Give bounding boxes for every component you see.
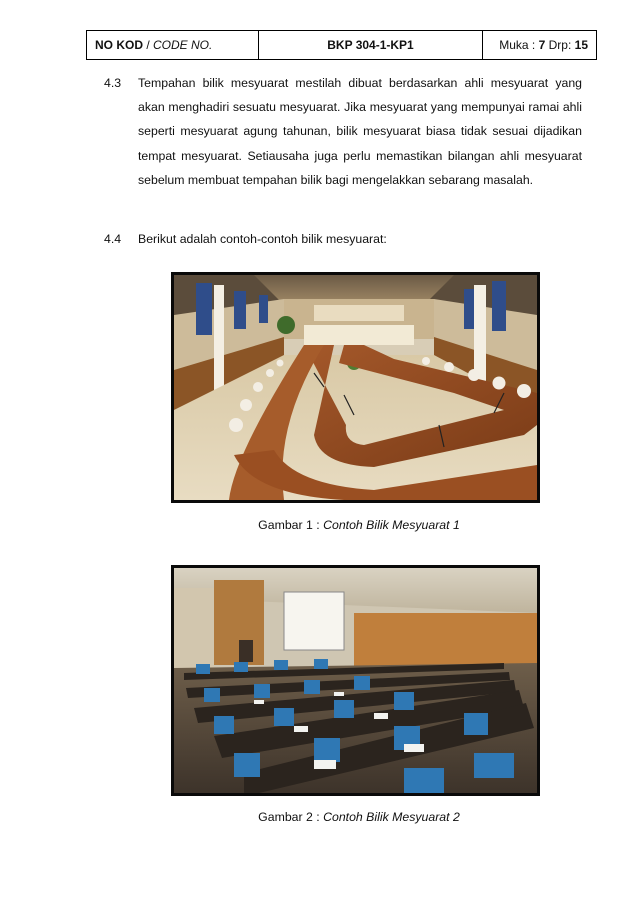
page-total: 15 (574, 38, 588, 52)
meeting-room-photo-2 (171, 565, 540, 796)
meeting-room-2-illustration (174, 568, 537, 793)
doc-code-cell (259, 31, 483, 59)
doc-code: BKP 304-1-KP1 (327, 38, 414, 52)
code-label-bold: NO KOD (95, 38, 143, 52)
code-label-sep: / (143, 38, 154, 52)
code-label-cell (87, 31, 259, 59)
page-label: Muka : (499, 38, 539, 52)
code-label-italic: CODE NO. (153, 38, 213, 52)
document-header-table (86, 30, 597, 60)
section-number: 4.4 (104, 232, 122, 246)
caption-title: Contoh Bilik Mesyuarat 1 (323, 518, 460, 532)
caption-title: Contoh Bilik Mesyuarat 2 (323, 810, 460, 824)
page-of-label: Drp: (545, 38, 575, 52)
caption-prefix: Gambar 1 : (258, 518, 324, 532)
section-paragraph: Berikut adalah contoh-contoh bilik mesyuarat: (138, 232, 387, 246)
section-number: 4.3 (104, 76, 122, 90)
caption-prefix: Gambar 2 : (258, 810, 324, 824)
meeting-room-photo-1 (171, 272, 540, 503)
figure-2-caption (40, 810, 638, 824)
page-number: 7 (538, 38, 546, 52)
meeting-room-1-illustration (174, 275, 537, 500)
figure-1-caption (40, 518, 638, 532)
section-paragraph: Tempahan bilik mesyuarat mestilah dibuat berdasarkan ahli mesyuarat yang akan menghadiri sesuatu mesyuarat. Jika mesyuarat yang mempunyai ramai ahli seperti mesyuarat agung tahunan, bilik mesyuarat biasa tidak sesuai dijadikan tempat mesyuarat. Setiausaha juga perlu memastikan bilangan ahli mesyuarat sebelum membuat tempahan bilik bagi mengelakkan sebarang masalah. (138, 76, 582, 187)
page-number-cell (483, 31, 596, 59)
